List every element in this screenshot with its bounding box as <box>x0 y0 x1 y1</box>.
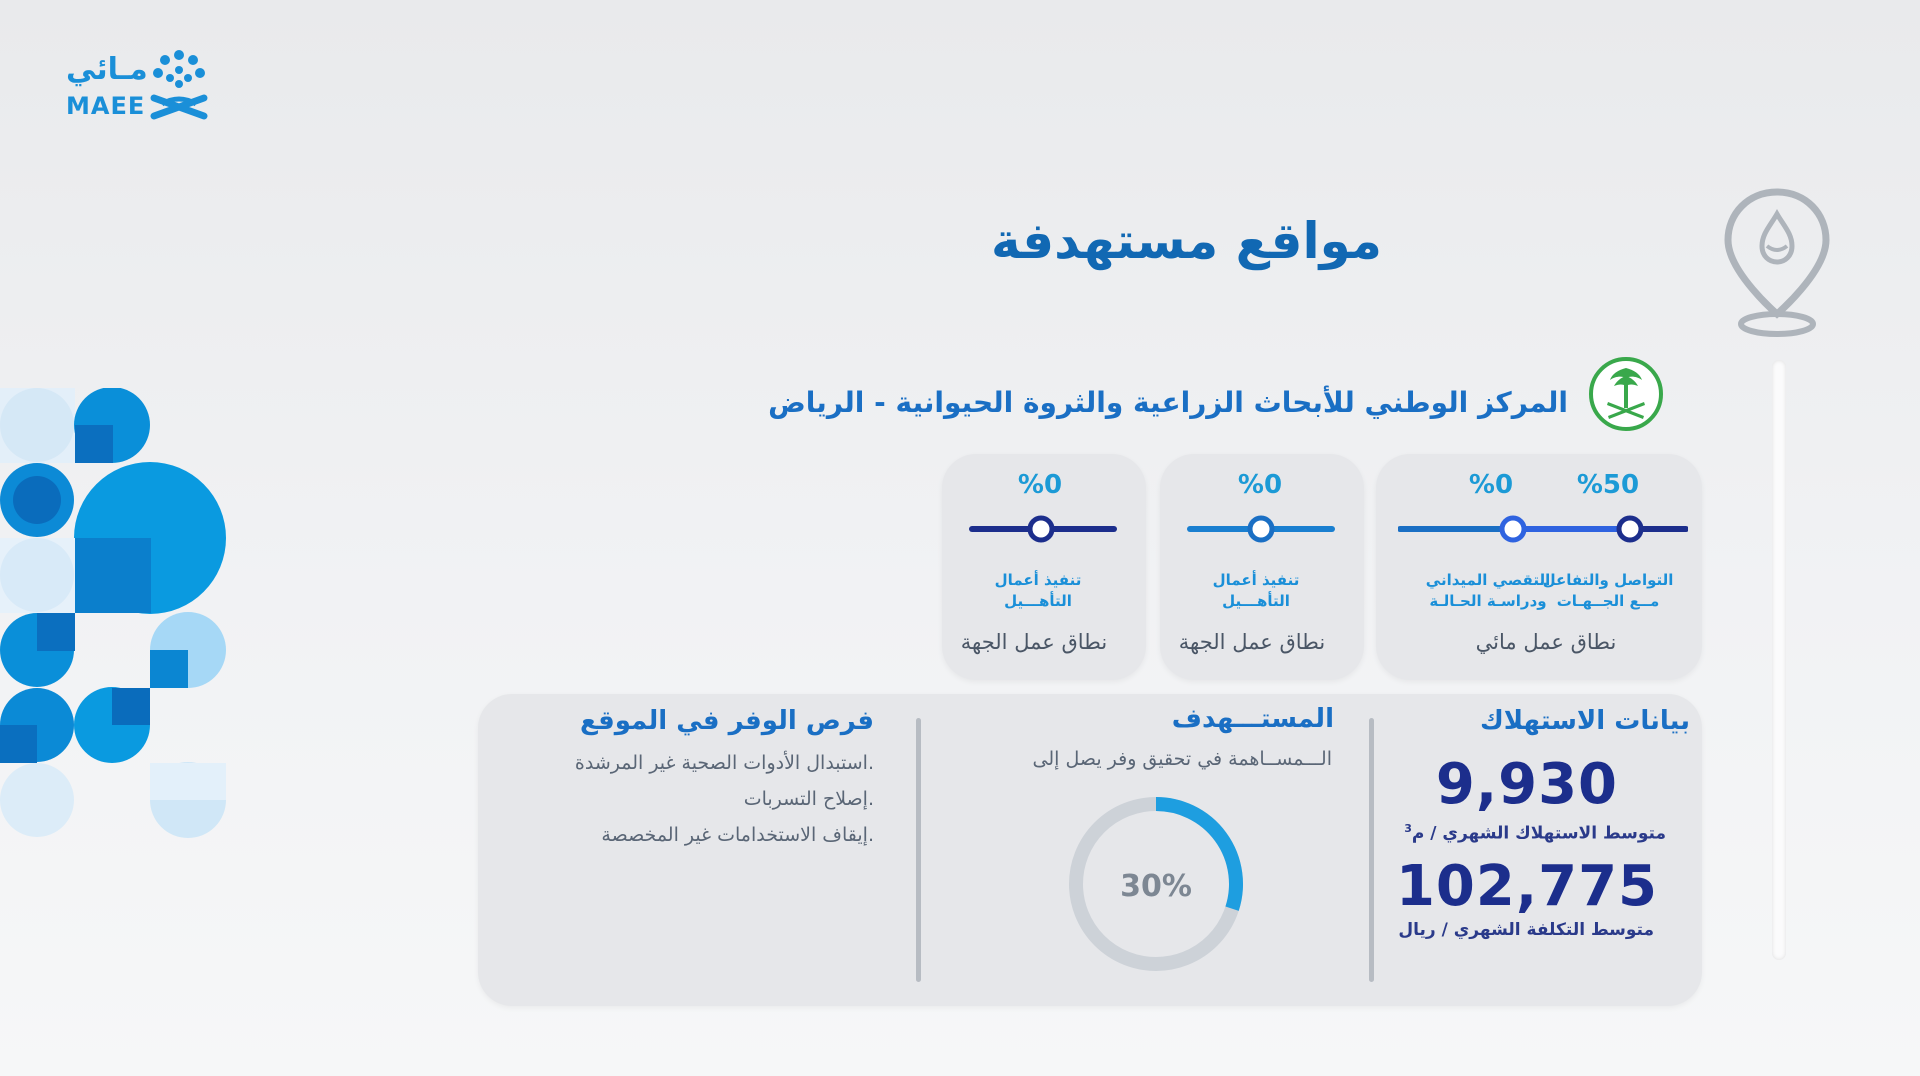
target-title: المستـــهدف <box>1171 704 1334 734</box>
target-progress-ring <box>1062 790 1250 978</box>
logo-mark-icon <box>148 48 210 124</box>
stage-marker <box>1250 518 1272 540</box>
scope-card-maee <box>1376 454 1702 680</box>
scope-card-entity <box>1160 454 1364 680</box>
stage-marker <box>1502 518 1524 540</box>
organization-name: المركز الوطني للأبحاث الزراعية والثروة الحيوانية - الرياض <box>768 386 1568 419</box>
logo-text-en: MAEE <box>66 92 146 120</box>
stage-progress-line <box>968 514 1118 544</box>
scope-card-entity <box>942 454 1146 680</box>
logo-text-ar: مـائي <box>66 52 148 87</box>
timeline-track <box>1772 360 1786 960</box>
location-pin-icon <box>1722 186 1832 342</box>
stage-progress-line <box>1186 514 1336 544</box>
stage-label: التقصي الميداني ودراسـة الحـالـة <box>1425 571 1551 610</box>
opportunities-title: فرص الوفر في الموقع <box>579 706 874 736</box>
unit-superscript: 3 <box>1404 822 1412 835</box>
scope-label: نطاق عمل الجهة <box>960 630 1108 654</box>
target-subtitle: الـــمســاهمة في تحقيق وفر يصل إلى <box>1032 748 1332 770</box>
stage-label: التواصل والتفاعل مــع الجــهـات <box>1542 571 1674 610</box>
stage-percent: %50 <box>1576 470 1640 500</box>
consumption-title: بيانات الاستهلاك <box>1479 706 1690 736</box>
maee-logo <box>60 48 210 128</box>
stage-marker <box>1619 518 1641 540</box>
decorative-pattern <box>0 388 230 848</box>
unit: م <box>1411 823 1425 844</box>
monthly-consumption-value: 9,930 <box>1435 752 1618 817</box>
monthly-cost-label: متوسط التكلفة الشهري / ريال <box>1398 920 1654 940</box>
stage-marker <box>1030 518 1052 540</box>
saudi-emblem-icon <box>1588 356 1664 432</box>
site-summary-card <box>478 694 1702 1006</box>
section-divider <box>1369 718 1374 982</box>
stage-label: تنفيذ أعمال التأهـــيل <box>994 571 1082 610</box>
opportunity-item: .إصلاح التسربات <box>743 788 874 810</box>
scope-label: نطاق عمل مائي <box>1475 630 1617 654</box>
stage-percent: %0 <box>1017 470 1063 500</box>
opportunity-item: .إيقاف الاستخدامات غير المخصصة <box>601 824 874 846</box>
stage-progress-line <box>1398 514 1688 544</box>
scope-label: نطاق عمل الجهة <box>1178 630 1326 654</box>
monthly-cost-value: 102,775 <box>1395 854 1658 919</box>
stage-percent: %0 <box>1468 470 1514 500</box>
target-percent-label: 30% <box>1120 869 1192 904</box>
page-title: مواقع مستهدفة <box>991 212 1382 270</box>
section-divider <box>916 718 921 982</box>
opportunity-item: .استبدال الأدوات الصحية غير المرشدة <box>574 752 874 774</box>
monthly-consumption-label: متوسط الاستهلاك الشهري / م$^3$ <box>1404 822 1666 844</box>
stage-percent: %0 <box>1237 470 1283 500</box>
stage-label: تنفيذ أعمال التأهـــيل <box>1212 571 1300 610</box>
